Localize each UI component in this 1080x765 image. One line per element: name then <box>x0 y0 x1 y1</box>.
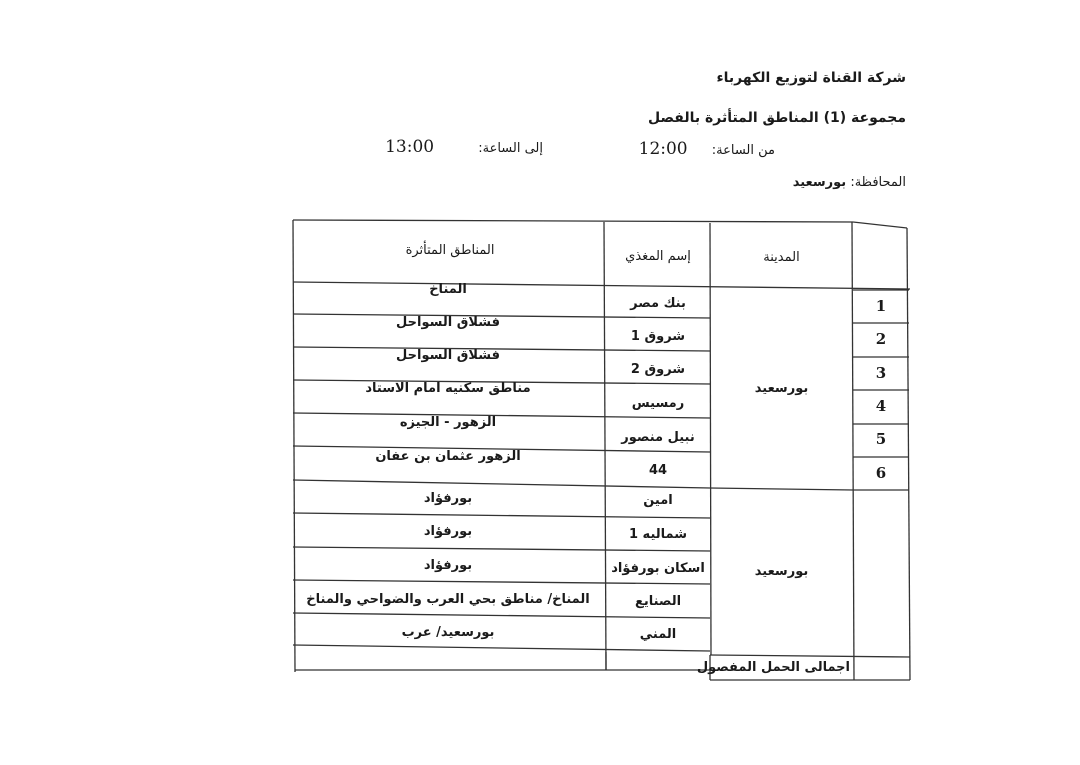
feeder-cell: امين <box>643 493 673 508</box>
row-index-5: 5 <box>875 430 887 448</box>
header-city: المدينة <box>763 250 800 265</box>
company-name: شركة القناة لتوزيع الكهرباء <box>716 70 906 86</box>
area-cell: المناخ/ مناطق بحي العرب والضواحي والمناخ <box>306 592 590 607</box>
feeder-cell: اسكان بورفؤاد <box>611 561 705 576</box>
feeder-cell: رمسيس <box>631 396 685 411</box>
city-group-2: بورسعيد <box>754 564 809 579</box>
area-cell: بورسعيد/ عرب <box>401 625 495 640</box>
governorate-label: المحافظة: <box>850 175 906 190</box>
total-load-label: اجمالى الحمل المفصول <box>696 660 850 675</box>
from-time-row <box>639 139 775 159</box>
area-cell: الزهور عثمان بن عفان <box>375 449 521 464</box>
from-label: من الساعة: <box>711 143 775 158</box>
area-cell: بورفؤاد <box>423 524 473 539</box>
governorate-row <box>793 175 906 190</box>
group-title: مجموعة (1) المناطق المتأثرة بالفصل <box>647 110 906 126</box>
header-feeder: إسم المغذي <box>625 249 691 264</box>
area-cell: بورفؤاد <box>423 558 473 573</box>
row-index-2: 2 <box>875 330 887 348</box>
feeder-cell: شماليه 1 <box>628 527 688 542</box>
row-index-3: 3 <box>875 364 887 382</box>
feeder-cell: شروق 2 <box>630 362 686 377</box>
row-index-4: 4 <box>875 397 887 415</box>
feeder-cell: المني <box>639 627 677 642</box>
feeder-cell: 44 <box>648 463 668 478</box>
from-time: 12:00 <box>638 139 688 159</box>
row-index-1: 1 <box>875 297 887 315</box>
city-group-1: بورسعيد <box>754 381 809 396</box>
area-cell: فشلاق السواحل <box>396 348 500 363</box>
to-time-row <box>385 137 543 157</box>
feeder-cell: نبيل منصور <box>621 430 695 445</box>
area-cell: بورفؤاد <box>423 491 473 506</box>
feeder-cell: الصنايع <box>634 594 682 609</box>
area-cell: المناخ <box>429 282 467 297</box>
feeder-cell: شروق 1 <box>630 329 686 344</box>
governorate-value: بورسعيد <box>792 175 847 190</box>
row-index-6: 6 <box>875 464 887 482</box>
header-areas: المناطق المتأثرة <box>405 243 495 258</box>
area-cell: مناطق سكنيه امام الاستاد <box>365 381 531 396</box>
area-cell: فشلاق السواحل <box>396 315 500 330</box>
to-time: 13:00 <box>385 137 435 157</box>
to-label: إلى الساعة: <box>478 141 543 156</box>
area-cell: الزهور - الجيزه <box>399 415 497 430</box>
feeder-cell: بنك مصر <box>630 296 686 311</box>
